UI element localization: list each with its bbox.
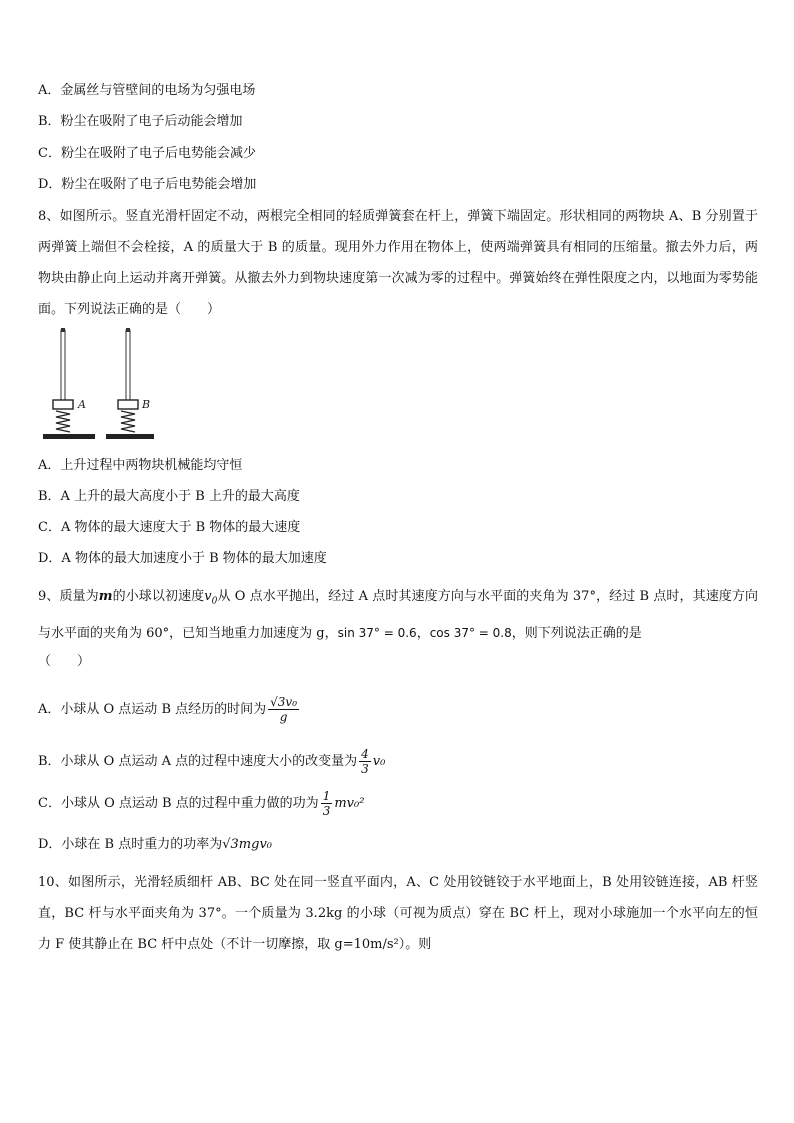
q9-option-d: D．小球在 B 点时重力的功率为√3mgv₀	[38, 837, 273, 852]
q7-option-b: B．粉尘在吸附了电子后动能会增加	[38, 114, 243, 129]
q9-option-a-fraction: $\frac{\text{√3v₀}}{g}$	[270, 695, 298, 724]
q9-option-c: C．小球从 O 点运动 B 点的过程中重力做的功为 $\frac{1}{3}$ mv₀²	[38, 789, 365, 818]
q9-option-b: B．小球从 O 点运动 A 点的过程中速度大小的改变量为 $\frac{4}{3}$ v₀	[38, 747, 386, 776]
q9-stem: 9、质量为m的小球以初速度$v_0$从 O 点水平抛出，经过 A 点时其速度方向与水平面的夹角为 37°，经过 B 点时，其速度方向与水平面的夹角为 60°，已知当地重力加速度为 g，sin 37° = 0.6，cos 37° = 0.8，则下列说法正确的是	[38, 589, 758, 641]
q10-stem: 10、如图所示，光滑轻质细杆 AB、BC 处在同一竖直平面内，A、C 处用铰链铰于水平地面上，B 处用铰链连接，AB 杆竖直，BC 杆与水平面夹角为 37°。一个质量为 3.2kg 的小球（可视为质点）穿在 BC 杆上，现对小球施加一个水平向左的恒力 F 使其静止在 BC 杆中点处（不计一切摩擦，取 g=10m/s²）。则	[38, 875, 758, 952]
q9-stem-part2: 的小球以初速度	[112, 589, 205, 604]
q7-option-d: D．粉尘在吸附了电子后电势能会增加	[38, 177, 257, 192]
q8-stem: 8、如图所示。竖直光滑杆固定不动，两根完全相同的轻质弹簧套在杆上，弹簧下端固定。形状相同的两物块 A、B 分别置于两弹簧上端但不会栓接，A 的质量大于 B 的质量。现用外力作用在物体上，使两端弹簧具有相同的压缩量。撤去外力后，两物块由静止向上运动并离开弹簧。从撤去外力到物块速度第一次减为零的过程中。弹簧始终在弹性限度之内，以地面为零势能面。下列说法正确的是（ ）	[38, 209, 758, 317]
q7-option-c: C．粉尘在吸附了电子后电势能会减少	[38, 146, 256, 161]
q9-option-c-fraction: $\frac{1}{3}$	[322, 789, 331, 818]
q9-stem-part1: 9、质量为	[38, 589, 99, 604]
q9-stem-part3: 从 O 点水平抛出，经过 A 点时其速度方向与水平面的夹角为 37°，经过 B 点时，其速度方向与水平面的夹角为 60°，已知当地重力加速度为 g，	[38, 589, 758, 641]
q9-mass-symbol: m	[98, 589, 113, 604]
q7-option-a: A．金属丝与管壁间的电场为匀强电场	[38, 83, 256, 98]
q9-v0-symbol: $v_0$	[204, 589, 218, 607]
q9-option-a: A．小球从 O 点运动 B 点经历的时间为 $\frac{\text{√3v₀}}{g}$	[38, 695, 298, 724]
q9-sin-value: sin 37° = 0.6	[337, 625, 417, 640]
q9-stem-part4: ，则下列说法正确的是	[511, 625, 642, 641]
q8-option-d: D．A 物体的最大加速度小于 B 物体的最大加速度	[38, 551, 327, 566]
spring-apparatus-figure	[40, 328, 160, 444]
q8-option-b: B．A 上升的最大高度小于 B 上升的最大高度	[38, 489, 300, 504]
q8-option-a: A．上升过程中两物块机械能均守恒	[38, 458, 243, 473]
figure-label-b: B	[142, 398, 151, 411]
q9-option-b-fraction: $\frac{4}{3}$	[361, 747, 369, 776]
q8-option-c: C．A 物体的最大速度大于 B 物体的最大速度	[38, 520, 301, 535]
figure-label-a: A	[78, 398, 86, 411]
q9-paren: （ ）	[38, 654, 91, 669]
q9-cos-value: cos 37° = 0.8	[429, 625, 512, 640]
